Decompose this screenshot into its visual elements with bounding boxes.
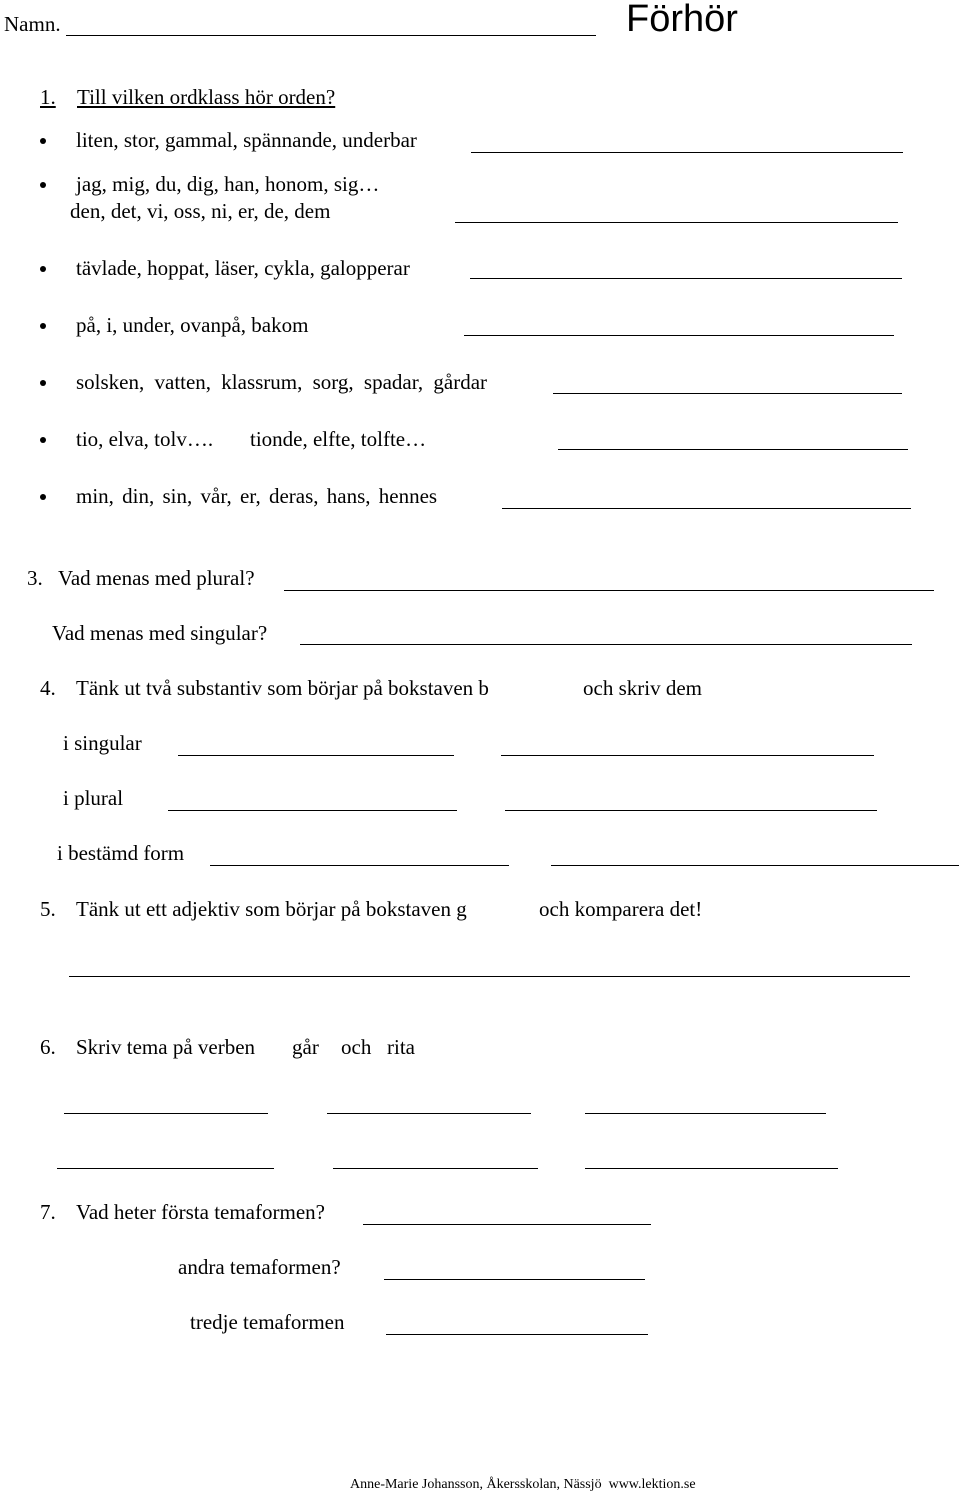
answer-line[interactable] (553, 393, 902, 394)
q4-plural-label: i plural (63, 786, 124, 810)
answer-line[interactable] (501, 755, 874, 756)
bullet-icon (40, 323, 46, 329)
answer-line[interactable] (384, 1279, 645, 1280)
answer-line[interactable] (455, 222, 898, 223)
answer-line[interactable] (471, 152, 903, 153)
name-label: Namn. (4, 12, 61, 36)
answer-line[interactable] (64, 1113, 268, 1114)
q1-item-numerals-2: tionde, elfte, tolfte… (250, 427, 427, 451)
q1-item-pronouns-2: den, det, vi, oss, ni, er, de, dem (70, 199, 331, 223)
q3-singular-question: Vad menas med singular? (52, 621, 268, 645)
q6-word-och: och (341, 1035, 372, 1059)
answer-line[interactable] (585, 1168, 838, 1169)
q5-question: Tänk ut ett adjektiv som börjar på bokstaven g (76, 897, 467, 921)
bullet-icon (40, 138, 46, 144)
q4-number: 4. (40, 676, 56, 700)
q4-question: Tänk ut två substantiv som börjar på bokstaven b (76, 676, 489, 700)
bullet-icon (40, 182, 46, 188)
answer-line[interactable] (464, 335, 894, 336)
answer-line[interactable] (585, 1113, 826, 1114)
q1-item-numerals-1: tio, elva, tolv…. (76, 427, 214, 451)
answer-line[interactable] (386, 1334, 648, 1335)
bullet-icon (40, 266, 46, 272)
bullet-icon (40, 494, 46, 500)
answer-line[interactable] (470, 278, 902, 279)
answer-line[interactable] (327, 1113, 531, 1114)
q1-number: 1. (40, 85, 56, 109)
q1-item-pronouns-1: jag, mig, du, dig, han, honom, sig… (76, 172, 380, 196)
footer-website[interactable]: www.lektion.se (608, 1477, 696, 1492)
answer-line[interactable] (333, 1168, 538, 1169)
answer-line[interactable] (69, 976, 910, 977)
q7-third-question: tredje temaformen (190, 1310, 345, 1334)
q1-item-adjectives: liten, stor, gammal, spännande, underbar (76, 128, 417, 152)
q7-first-question: Vad heter första temaformen? (76, 1200, 325, 1224)
q6-number: 6. (40, 1035, 56, 1059)
q1-question: Till vilken ordklass hör orden? (77, 85, 336, 109)
q3-plural-question: Vad menas med plural? (58, 566, 255, 590)
q4-singular-label: i singular (63, 731, 142, 755)
name-answer-line[interactable] (66, 35, 596, 36)
answer-line[interactable] (551, 865, 959, 866)
answer-line[interactable] (502, 508, 911, 509)
answer-line[interactable] (57, 1168, 274, 1169)
q6-word-gar: går (292, 1035, 319, 1059)
q1-item-nouns: solsken, vatten, klassrum, sorg, spadar, gårdar (76, 370, 488, 394)
footer-author: Anne-Marie Johansson, Åkersskolan, Nässjö (350, 1477, 602, 1492)
q5-number: 5. (40, 897, 56, 921)
page-title: Förhör (626, 0, 738, 40)
q1-item-verbs: tävlade, hoppat, läser, cykla, galopperar (76, 256, 410, 280)
q6-word-rita: rita (387, 1035, 415, 1059)
answer-line[interactable] (505, 810, 877, 811)
q7-second-question: andra temaformen? (178, 1255, 341, 1279)
bullet-icon (40, 437, 46, 443)
bullet-icon (40, 380, 46, 386)
singular-answer-line[interactable] (300, 644, 912, 645)
q5-question-end: och komparera det! (539, 897, 703, 921)
q4-definite-label: i bestämd form (57, 841, 185, 865)
q1-item-prepositions: på, i, under, ovanpå, bakom (76, 313, 309, 337)
q3-number: 3. (27, 566, 43, 590)
footer-credit (350, 1478, 696, 1492)
answer-line[interactable] (363, 1224, 651, 1225)
q1-item-possessives: min, din, sin, vår, er, deras, hans, hennes (76, 484, 438, 508)
answer-line[interactable] (210, 865, 509, 866)
answer-line[interactable] (178, 755, 454, 756)
q4-question-end: och skriv dem (583, 676, 702, 700)
q7-number: 7. (40, 1200, 56, 1224)
q6-question: Skriv tema på verben (76, 1035, 256, 1059)
answer-line[interactable] (168, 810, 457, 811)
plural-answer-line[interactable] (284, 590, 934, 591)
answer-line[interactable] (558, 449, 908, 450)
